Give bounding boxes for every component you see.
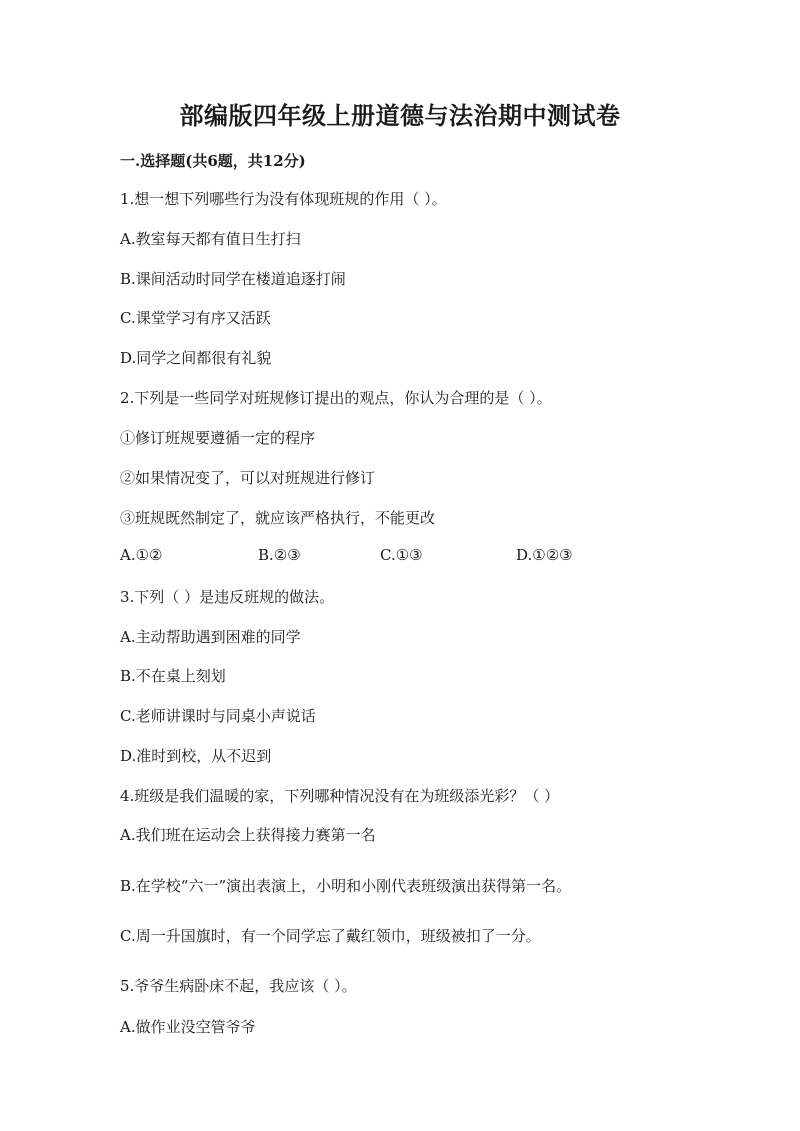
answer-option: B.在学校“六一”演出表演上，小明和小刚代表班级演出获得第一名。 bbox=[120, 877, 572, 895]
statement-item: ③班规既然制定了，就应该严格执行，不能更改 bbox=[120, 509, 436, 527]
answer-option: A.我们班在运动会上获得接力赛第一名 bbox=[120, 826, 376, 844]
question-stem: 4.班级是我们温暖的家，下列哪种情况没有在为班级添光彩？（ ） bbox=[120, 787, 560, 805]
section-heading: 一.选择题(共6题，共12分) bbox=[120, 152, 306, 170]
question-stem: 2.下列是一些同学对班规修订提出的观点，你认为合理的是（ ）。 bbox=[120, 389, 552, 407]
answer-option: A.做作业没空管爷爷 bbox=[120, 1018, 256, 1036]
answer-option: A.教室每天都有值日生打扫 bbox=[120, 230, 301, 248]
answer-option: D.同学之间都很有礼貌 bbox=[120, 349, 272, 367]
page-title: 部编版四年级上册道德与法治期中测试卷 bbox=[179, 101, 621, 130]
answer-option: A.主动帮助遇到困难的同学 bbox=[120, 628, 301, 646]
answer-option: C.周一升国旗时，有一个同学忘了戴红领巾，班级被扣了一分。 bbox=[120, 927, 541, 945]
answer-option: C.①③ bbox=[380, 546, 423, 564]
answer-option: D.①②③ bbox=[516, 546, 573, 564]
answer-option: B.②③ bbox=[258, 546, 301, 564]
answer-option: B.不在桌上刻划 bbox=[120, 667, 226, 685]
answer-option: A.①② bbox=[120, 546, 163, 564]
statement-item: ①修订班规要遵循一定的程序 bbox=[120, 429, 316, 447]
question-stem: 5.爷爷生病卧床不起，我应该（ ）。 bbox=[120, 977, 357, 995]
answer-option: D.准时到校，从不迟到 bbox=[120, 747, 272, 765]
answer-option: C.课堂学习有序又活跃 bbox=[120, 309, 271, 327]
statement-item: ②如果情况变了，可以对班规进行修订 bbox=[120, 469, 376, 487]
answer-option: B.课间活动时同学在楼道追逐打闹 bbox=[120, 270, 346, 288]
question-stem: 1.想一想下列哪些行为没有体现班规的作用（ ）。 bbox=[120, 190, 447, 208]
answer-option: C.老师讲课时与同桌小声说话 bbox=[120, 707, 316, 725]
question-stem: 3.下列（ ）是违反班规的做法。 bbox=[120, 588, 335, 606]
